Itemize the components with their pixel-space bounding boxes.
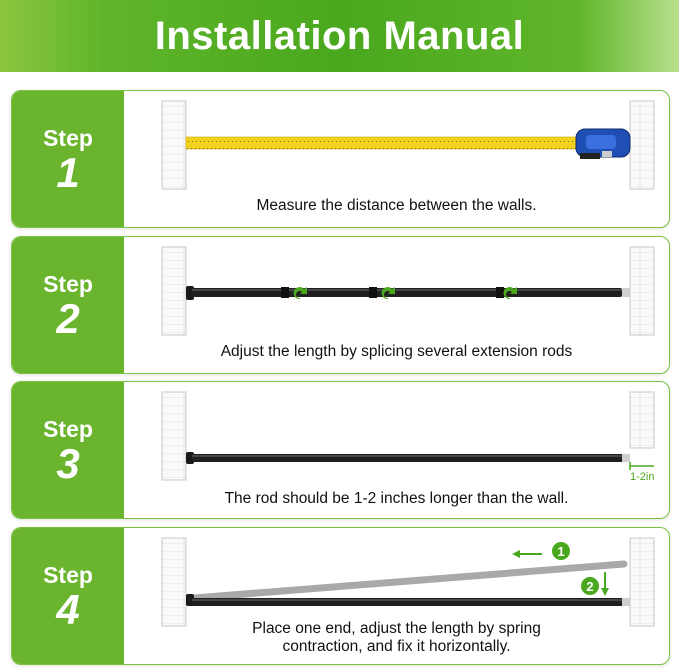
step-1-badge xyxy=(12,91,124,227)
tension-rod xyxy=(192,454,630,462)
right-wall xyxy=(630,101,654,189)
step-label: Step xyxy=(43,562,93,588)
arrow-down-icon xyxy=(601,572,609,596)
step-4-caption-line1: Place one end, adjust the length by spring xyxy=(252,620,541,637)
right-wall xyxy=(630,538,654,626)
step-2-badge xyxy=(12,237,124,373)
left-wall xyxy=(162,392,186,480)
step-4-caption xyxy=(124,620,669,656)
left-wall xyxy=(162,247,186,335)
svg-text:1: 1 xyxy=(557,544,565,559)
step-label: Step xyxy=(43,416,93,442)
left-wall xyxy=(162,101,186,189)
extension-rod xyxy=(192,288,622,297)
step-number: 3 xyxy=(56,440,80,487)
step-number: 1 xyxy=(56,149,80,196)
step-3-card xyxy=(11,381,670,519)
left-wall xyxy=(162,538,186,626)
angled-rod-ghost xyxy=(194,564,624,598)
right-wall xyxy=(630,247,654,335)
tension-rod xyxy=(192,598,630,606)
step-label: Step xyxy=(43,125,93,151)
header-banner xyxy=(0,0,679,72)
step-label: Step xyxy=(43,271,93,297)
arrow-left-icon xyxy=(512,550,542,558)
right-wall xyxy=(630,392,654,448)
step-1-caption: Measure the distance between the walls. xyxy=(256,197,537,214)
gap-label: 1-2in xyxy=(630,471,655,483)
step-number: 2 xyxy=(56,295,80,342)
step-4-badge xyxy=(12,528,124,664)
step-2-caption: Adjust the length by splicing several extension rods xyxy=(220,343,573,360)
step-3-caption: The rod should be 1-2 inches longer than the wall. xyxy=(224,490,569,507)
step-3-badge xyxy=(12,382,124,518)
step-2-card xyxy=(11,236,670,374)
step-4-caption-line2: contraction, and fix it horizontally. xyxy=(282,638,511,655)
tape-measure-case xyxy=(576,129,630,159)
step-number: 4 xyxy=(56,586,80,633)
step-1-card xyxy=(11,90,670,228)
svg-text:2: 2 xyxy=(586,579,594,594)
page-title: Installation Manual xyxy=(154,13,525,58)
step-4-card xyxy=(11,527,670,665)
